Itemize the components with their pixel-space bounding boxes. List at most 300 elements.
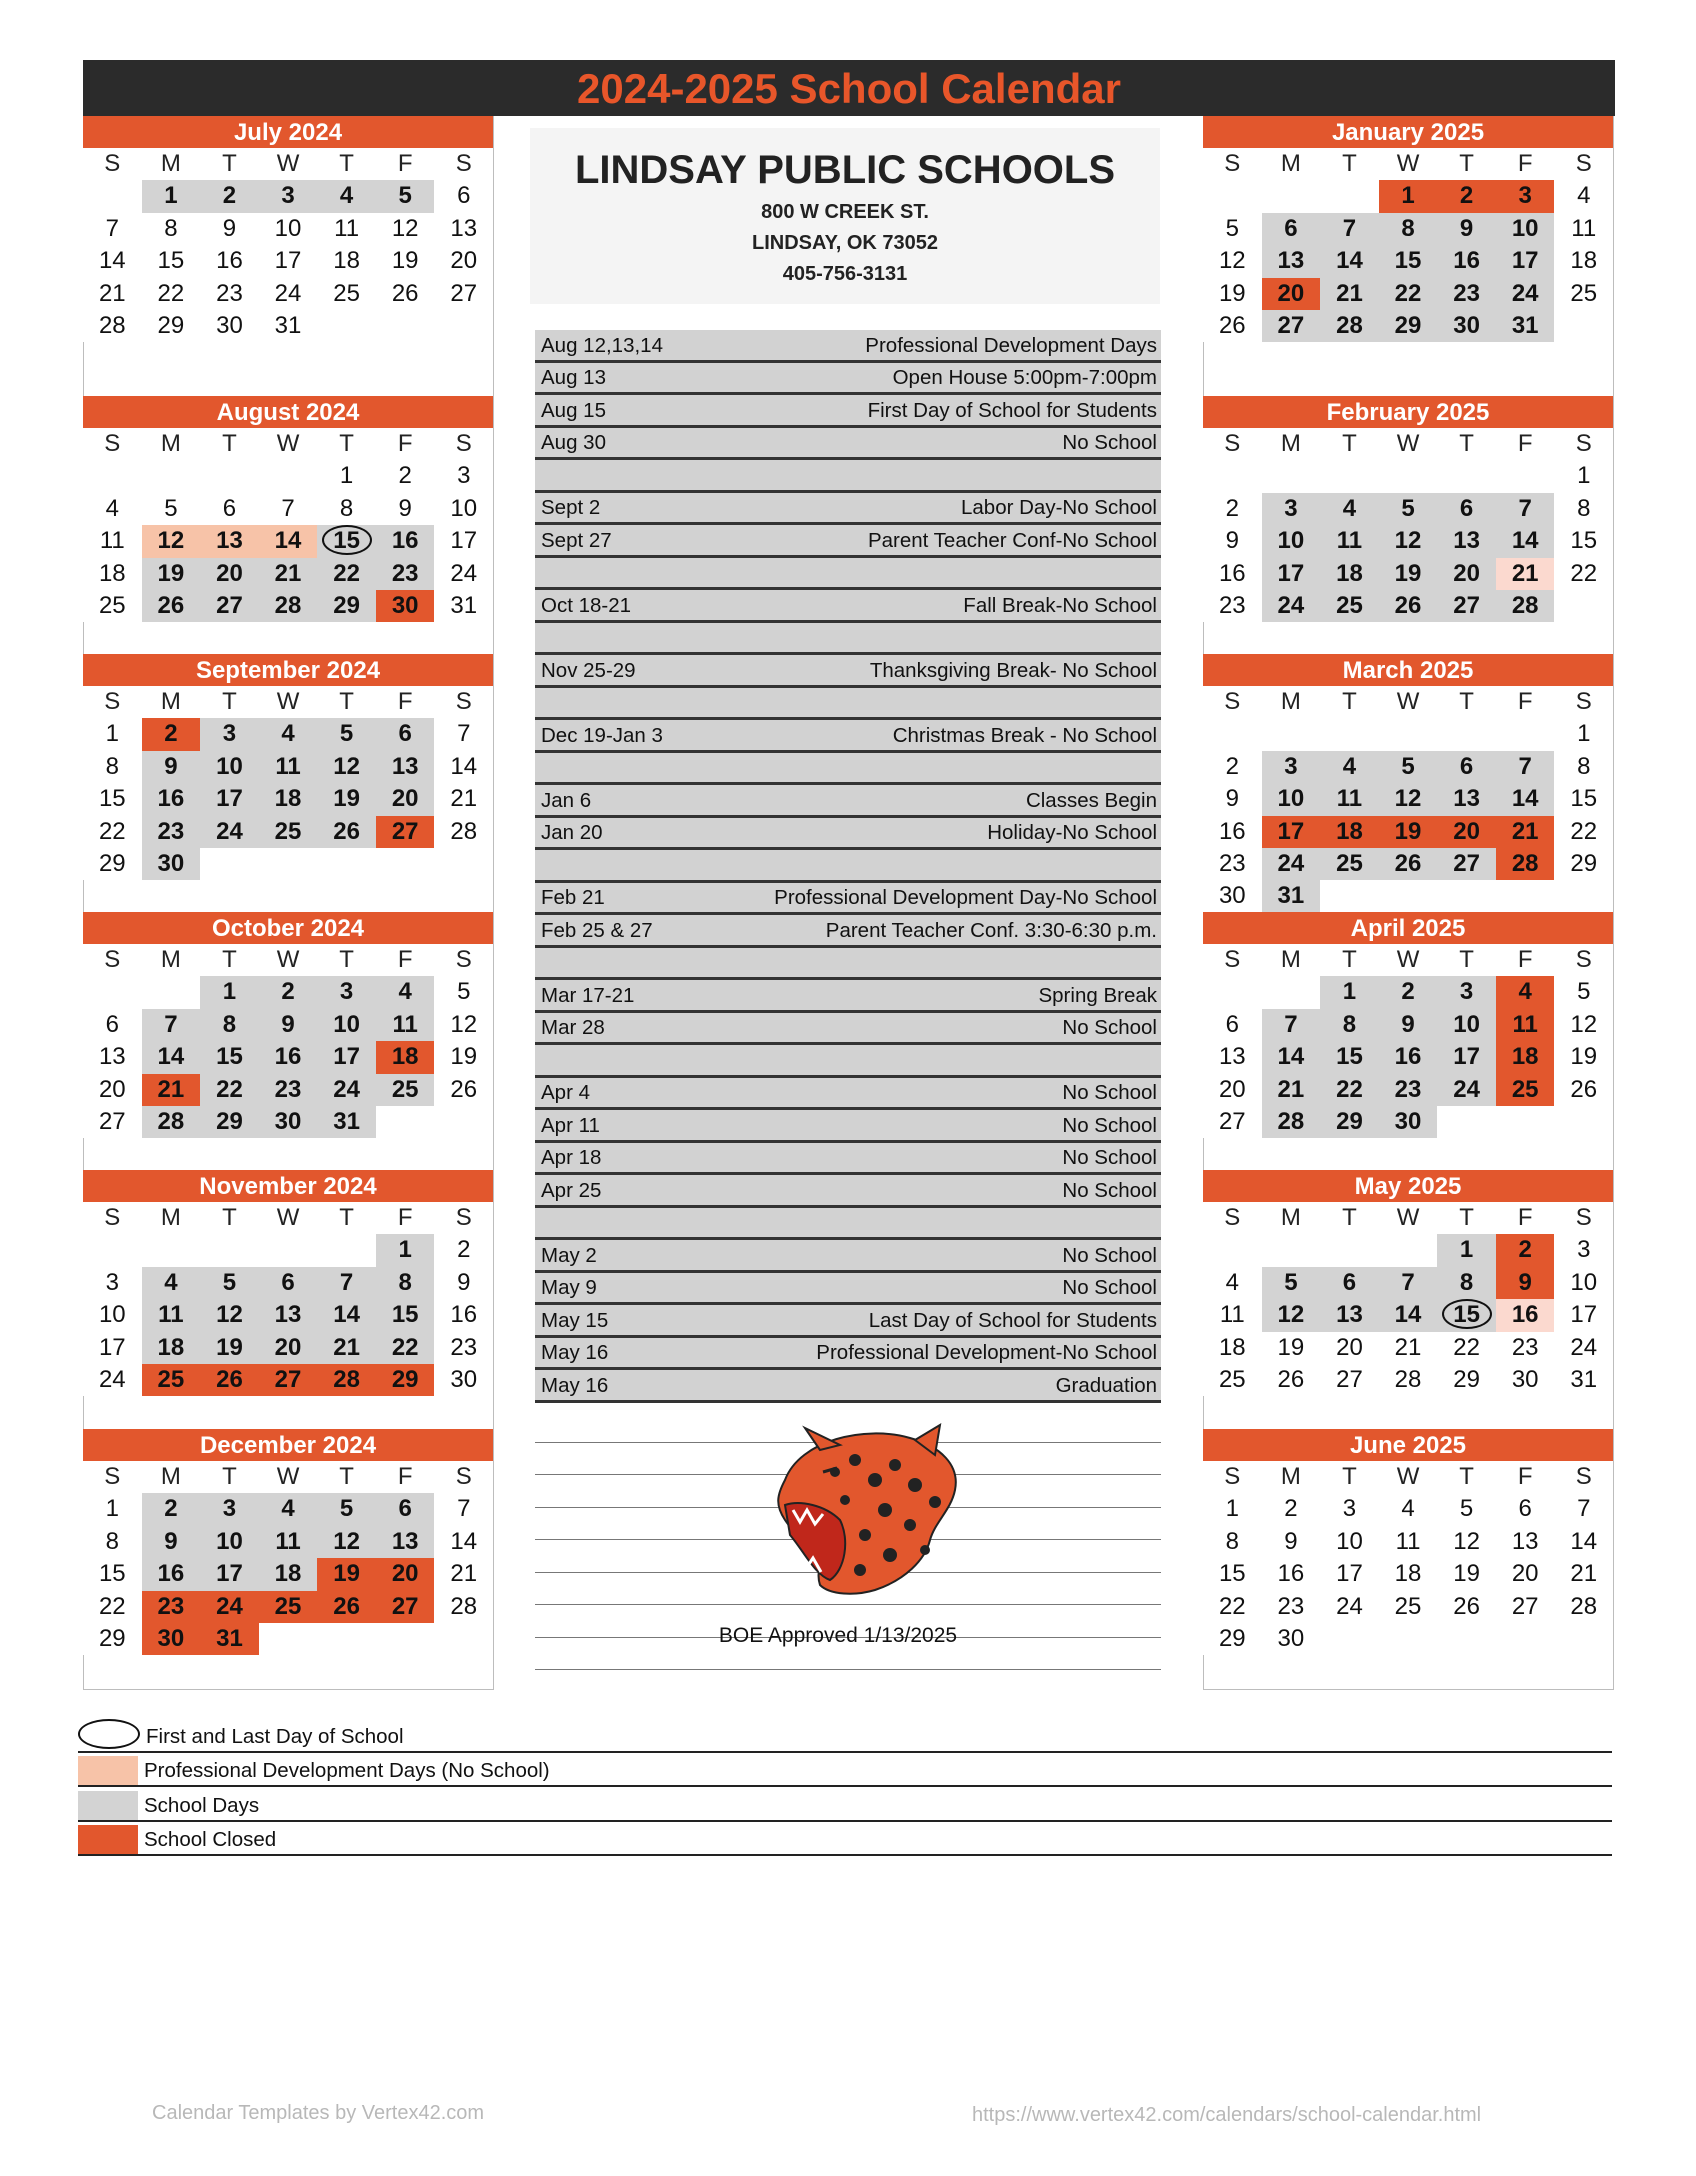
weekday-label: T	[1459, 150, 1474, 177]
month-header: June 2025	[1203, 1429, 1613, 1461]
day-cell	[259, 245, 318, 277]
week-row	[1203, 1074, 1613, 1106]
day-number: 16	[1218, 817, 1246, 845]
day-cell	[1379, 1009, 1438, 1041]
weekday-label: T	[1342, 946, 1357, 973]
day-number: 6	[222, 494, 237, 522]
event-row	[535, 428, 1161, 461]
week-row	[1203, 1332, 1613, 1364]
week-row	[83, 245, 493, 277]
weekday-label: T	[222, 688, 237, 715]
day-cell	[259, 1234, 318, 1266]
day-number: 14	[1570, 1527, 1598, 1555]
day-cell	[142, 1591, 201, 1623]
day-number: 21	[1511, 817, 1539, 845]
day-cell	[1379, 816, 1438, 848]
weekday-label: S	[1575, 430, 1592, 457]
day-number: 7	[1342, 214, 1357, 242]
day-number: 27	[274, 1365, 302, 1393]
day-cell	[259, 1106, 318, 1138]
day-cell	[376, 1591, 435, 1623]
day-number: 29	[98, 849, 126, 877]
day-number: 7	[105, 214, 119, 242]
day-cell	[1496, 525, 1555, 557]
day-cell	[1203, 558, 1262, 590]
event-text: No School	[1062, 431, 1157, 454]
day-number: 22	[98, 1592, 126, 1620]
day-number: 13	[1511, 1527, 1539, 1555]
day-number: 4	[1225, 1268, 1239, 1296]
day-number: 21	[274, 559, 302, 587]
event-row	[535, 395, 1161, 428]
day-cell	[83, 310, 142, 342]
weekday-label: S	[104, 688, 121, 715]
week-row	[83, 1009, 493, 1041]
day-cell	[142, 816, 201, 848]
day-cell	[83, 1493, 142, 1525]
day-number: 6	[1459, 494, 1474, 522]
day-number: 29	[1218, 1624, 1246, 1652]
day-cell	[1437, 1074, 1496, 1106]
week-row	[1203, 245, 1613, 277]
day-number: 2	[222, 182, 237, 210]
day-cell	[142, 1558, 201, 1590]
day-number: 27	[450, 279, 478, 307]
day-cell	[200, 1299, 259, 1331]
day-cell	[1262, 880, 1321, 912]
day-cell	[1320, 1332, 1379, 1364]
day-number: 11	[158, 1301, 184, 1329]
event-row	[535, 1045, 1161, 1078]
month-header: January 2025	[1203, 116, 1613, 148]
week-row	[83, 1299, 493, 1331]
weekday-label: S	[104, 1463, 121, 1490]
day-number: 16	[391, 527, 419, 555]
day-cell	[1203, 278, 1262, 310]
day-number: 17	[1277, 817, 1305, 845]
day-cell	[142, 1009, 201, 1041]
day-cell	[83, 493, 142, 525]
day-number: 26	[1453, 1592, 1480, 1620]
day-number: 9	[1518, 1268, 1532, 1296]
day-cell	[1379, 213, 1438, 245]
day-number: 2	[1225, 752, 1239, 780]
day-number: 23	[391, 559, 419, 587]
day-cell	[1262, 1041, 1321, 1073]
day-cell	[142, 1623, 201, 1655]
event-date: Apr 18	[541, 1146, 602, 1169]
week-row	[1203, 213, 1613, 245]
weekday-label: F	[397, 1463, 413, 1490]
event-text: Last Day of School for Students	[868, 1308, 1157, 1332]
day-number: 17	[1511, 247, 1539, 275]
day-cell	[1203, 180, 1262, 212]
day-cell	[317, 976, 376, 1008]
day-cell	[1203, 880, 1262, 912]
day-cell	[317, 1364, 376, 1396]
day-number: 5	[1577, 978, 1591, 1006]
day-number: 29	[98, 1624, 126, 1652]
weekday-label: W	[276, 946, 300, 973]
weekday-label: T	[339, 430, 354, 457]
day-number: 13	[98, 1043, 126, 1071]
week-row	[1203, 1009, 1613, 1041]
day-number: 3	[281, 182, 295, 210]
day-cell	[376, 1493, 435, 1525]
day-number: 21	[1570, 1560, 1598, 1588]
day-cell	[1496, 1364, 1555, 1396]
event-row	[535, 785, 1161, 818]
day-number: 9	[457, 1268, 471, 1296]
day-cell	[142, 1493, 201, 1525]
event-date: Mar 17-21	[541, 983, 635, 1007]
day-cell	[1554, 880, 1613, 912]
day-cell	[376, 558, 435, 590]
weekday-label: S	[1575, 150, 1592, 177]
day-number: 25	[1570, 279, 1598, 307]
day-number: 18	[1336, 817, 1363, 845]
day-number: 25	[1336, 849, 1363, 877]
day-cell	[434, 1526, 493, 1558]
event-date: Oct 18-21	[541, 593, 632, 617]
day-number: 7	[1518, 752, 1532, 780]
event-row	[535, 330, 1161, 363]
day-number: 9	[398, 494, 412, 522]
day-number: 2	[164, 1495, 178, 1523]
day-number: 4	[339, 182, 354, 210]
event-row	[535, 1240, 1161, 1273]
day-number: 22	[1218, 1592, 1246, 1620]
day-cell	[1379, 1526, 1438, 1558]
weekday-label: S	[1224, 688, 1241, 715]
day-number: 24	[1277, 849, 1305, 877]
day-cell	[1554, 1364, 1613, 1396]
weekday-label: T	[1342, 150, 1357, 177]
day-cell	[1320, 1074, 1379, 1106]
legend-swatch	[78, 1791, 138, 1820]
weekday-label: T	[1342, 1463, 1357, 1490]
day-number: 22	[157, 279, 185, 307]
day-cell	[200, 783, 259, 815]
week-row	[1203, 460, 1613, 492]
day-cell	[1437, 1623, 1496, 1655]
day-cell	[1320, 493, 1379, 525]
legend-label: School Closed	[144, 1828, 277, 1851]
day-number: 10	[333, 1010, 360, 1038]
day-cell	[1203, 1106, 1262, 1138]
day-number: 13	[1453, 527, 1480, 555]
day-cell	[142, 1074, 201, 1106]
day-number: 8	[105, 1527, 119, 1555]
day-cell	[317, 1009, 376, 1041]
month-header: August 2024	[83, 396, 493, 428]
day-cell	[200, 245, 259, 277]
event-text: Fall Break-No School	[963, 593, 1157, 617]
day-cell	[1203, 1234, 1262, 1266]
day-number: 23	[450, 1333, 478, 1361]
day-number: 25	[391, 1075, 419, 1103]
day-cell	[376, 590, 435, 622]
day-number: 19	[333, 1560, 360, 1588]
day-cell	[1320, 1299, 1379, 1331]
day-cell	[1496, 1106, 1555, 1138]
event-text: No School	[1062, 1146, 1157, 1169]
day-cell	[1437, 1009, 1496, 1041]
day-number: 24	[216, 1592, 243, 1620]
weekday-label: S	[455, 1204, 472, 1231]
event-row	[535, 688, 1161, 721]
month-calendar	[83, 1429, 493, 1655]
day-number: 3	[339, 978, 354, 1006]
day-number: 26	[333, 1592, 360, 1620]
day-cell	[1496, 180, 1555, 212]
day-cell	[1437, 310, 1496, 342]
event-row	[535, 558, 1161, 591]
day-number: 27	[98, 1107, 126, 1135]
day-cell	[1262, 1009, 1321, 1041]
day-number: 31	[216, 1624, 243, 1652]
day-cell	[1203, 1267, 1262, 1299]
day-cell	[1203, 718, 1262, 750]
event-row	[535, 850, 1161, 883]
day-cell	[1554, 751, 1613, 783]
day-number: 17	[333, 1043, 360, 1071]
day-number: 14	[157, 1043, 185, 1071]
day-cell	[1203, 245, 1262, 277]
day-cell	[1320, 976, 1379, 1008]
weekday-label: T	[222, 1463, 237, 1490]
day-cell	[317, 848, 376, 880]
day-number: 20	[1511, 1560, 1539, 1588]
day-number: 20	[450, 247, 478, 275]
day-cell	[317, 1332, 376, 1364]
day-number: 30	[1394, 1107, 1422, 1135]
day-cell	[1437, 1364, 1496, 1396]
day-number: 1	[1577, 720, 1591, 748]
day-cell	[1496, 751, 1555, 783]
day-number: 3	[457, 462, 471, 490]
weekday-label: T	[339, 150, 354, 177]
weekday-label: S	[104, 150, 121, 177]
day-cell	[376, 493, 435, 525]
weekday-label: S	[1224, 430, 1241, 457]
event-date: Aug 13	[541, 366, 606, 389]
day-cell	[83, 278, 142, 310]
day-cell	[142, 180, 201, 212]
day-number: 23	[1277, 1592, 1305, 1620]
day-number: 19	[450, 1043, 478, 1071]
day-cell	[1320, 1558, 1379, 1590]
day-number: 27	[1218, 1107, 1246, 1135]
day-cell	[1320, 751, 1379, 783]
day-cell	[142, 1267, 201, 1299]
week-row	[83, 1332, 493, 1364]
day-number: 3	[1284, 752, 1298, 780]
week-row	[83, 525, 493, 557]
day-cell	[259, 1623, 318, 1655]
week-row	[1203, 1493, 1613, 1525]
day-cell	[200, 1106, 259, 1138]
day-cell	[317, 783, 376, 815]
day-number: 29	[1394, 311, 1422, 339]
event-text: No School	[1062, 1113, 1157, 1137]
day-cell	[83, 180, 142, 212]
week-row	[83, 1041, 493, 1073]
weekday-label: W	[276, 1463, 300, 1490]
day-number: 25	[1511, 1075, 1539, 1103]
day-number: 14	[1394, 1301, 1422, 1329]
event-row	[535, 1273, 1161, 1306]
day-number: 17	[216, 785, 243, 813]
week-row	[83, 1591, 493, 1623]
day-cell	[1320, 880, 1379, 912]
day-cell	[1203, 816, 1262, 848]
weekday-label: S	[1224, 1204, 1241, 1231]
day-number: 20	[1218, 1075, 1246, 1103]
day-number: 8	[1401, 214, 1415, 242]
day-cell	[1320, 783, 1379, 815]
day-number: 11	[99, 527, 125, 555]
week-row	[83, 493, 493, 525]
day-number: 7	[281, 494, 295, 522]
day-cell	[1262, 816, 1321, 848]
day-cell	[1379, 1041, 1438, 1073]
day-number: 6	[398, 720, 412, 748]
day-number: 11	[1336, 785, 1363, 813]
event-text: Open House 5:00pm-7:00pm	[892, 366, 1157, 389]
day-number: 7	[1401, 1268, 1415, 1296]
day-number: 27	[391, 1592, 419, 1620]
weekday-label: F	[1517, 1463, 1533, 1490]
day-cell	[317, 1591, 376, 1623]
weekday-row	[1203, 148, 1613, 180]
day-cell	[1437, 1526, 1496, 1558]
day-number: 30	[157, 1624, 185, 1652]
day-number: 1	[339, 462, 354, 490]
day-number: 25	[333, 279, 360, 307]
day-number: 24	[1336, 1592, 1363, 1620]
day-number: 5	[1401, 752, 1415, 780]
day-number: 7	[1284, 1010, 1298, 1038]
event-row	[535, 980, 1161, 1013]
event-date: Apr 4	[541, 1081, 590, 1104]
day-number: 14	[1336, 247, 1363, 275]
day-cell	[1437, 180, 1496, 212]
day-cell	[434, 783, 493, 815]
day-cell	[83, 1041, 142, 1073]
day-number: 11	[392, 1010, 418, 1038]
day-number: 12	[1277, 1301, 1305, 1329]
event-row	[535, 720, 1161, 753]
day-cell	[1262, 213, 1321, 245]
weekday-label: W	[276, 1204, 300, 1231]
day-number: 24	[1511, 279, 1539, 307]
day-cell	[83, 1526, 142, 1558]
day-number: 31	[274, 311, 302, 339]
day-number: 11	[275, 1527, 301, 1555]
day-cell	[1320, 525, 1379, 557]
day-number: 18	[157, 1333, 185, 1361]
day-number: 15	[98, 785, 126, 813]
weekday-label: M	[160, 430, 181, 457]
day-cell	[1320, 1041, 1379, 1073]
day-cell	[434, 310, 493, 342]
day-number: 31	[1570, 1365, 1598, 1393]
day-number: 9	[222, 214, 237, 242]
day-cell	[376, 816, 435, 848]
day-number: 18	[333, 247, 360, 275]
day-cell	[200, 816, 259, 848]
day-cell	[1496, 278, 1555, 310]
day-number: 15	[1336, 1043, 1363, 1071]
day-number: 6	[398, 1495, 412, 1523]
weekday-label: M	[160, 150, 181, 177]
day-number: 7	[339, 1268, 354, 1296]
day-cell	[200, 1234, 259, 1266]
day-cell	[1203, 1332, 1262, 1364]
day-number: 18	[274, 1560, 302, 1588]
day-number: 27	[1511, 1592, 1539, 1620]
day-cell	[259, 751, 318, 783]
weekday-label: M	[1280, 1204, 1301, 1231]
day-number: 24	[1570, 1333, 1598, 1361]
event-text: Classes Begin	[1025, 788, 1157, 812]
day-number: 24	[1453, 1075, 1480, 1103]
day-cell	[83, 1623, 142, 1655]
day-cell	[83, 590, 142, 622]
event-text: No School	[1062, 1243, 1157, 1267]
day-number: 9	[1401, 1010, 1415, 1038]
weekday-label: W	[1396, 150, 1420, 177]
day-number: 31	[450, 591, 478, 619]
day-number: 20	[391, 1560, 419, 1588]
day-cell	[200, 493, 259, 525]
day-number: 17	[1570, 1301, 1598, 1329]
day-cell	[434, 558, 493, 590]
day-number: 10	[450, 494, 478, 522]
week-row	[83, 816, 493, 848]
day-cell	[83, 1106, 142, 1138]
day-cell	[200, 1041, 259, 1073]
day-number: 22	[1570, 817, 1598, 845]
day-cell	[1437, 1591, 1496, 1623]
day-cell	[1262, 1106, 1321, 1138]
event-text: No School	[1062, 1016, 1157, 1039]
day-cell	[1262, 278, 1321, 310]
day-cell	[259, 278, 318, 310]
day-number: 27	[1277, 311, 1305, 339]
day-cell	[1554, 278, 1613, 310]
footer-url[interactable]: https://www.vertex42.com/calendars/school-calendar.html	[972, 2104, 1482, 2126]
day-cell	[1554, 245, 1613, 277]
day-number: 4	[281, 720, 295, 748]
day-cell	[259, 1267, 318, 1299]
weekday-label: S	[455, 430, 472, 457]
day-cell	[1554, 1267, 1613, 1299]
day-cell	[1320, 1364, 1379, 1396]
day-number: 16	[1277, 1560, 1305, 1588]
month-calendar	[1203, 654, 1613, 913]
day-cell	[200, 976, 259, 1008]
day-number: 2	[398, 462, 412, 490]
day-cell	[1496, 1591, 1555, 1623]
day-cell	[83, 783, 142, 815]
day-number: 4	[398, 978, 412, 1006]
day-cell	[1262, 848, 1321, 880]
day-number: 16	[1394, 1043, 1422, 1071]
day-cell	[1203, 310, 1262, 342]
day-cell	[317, 1623, 376, 1655]
